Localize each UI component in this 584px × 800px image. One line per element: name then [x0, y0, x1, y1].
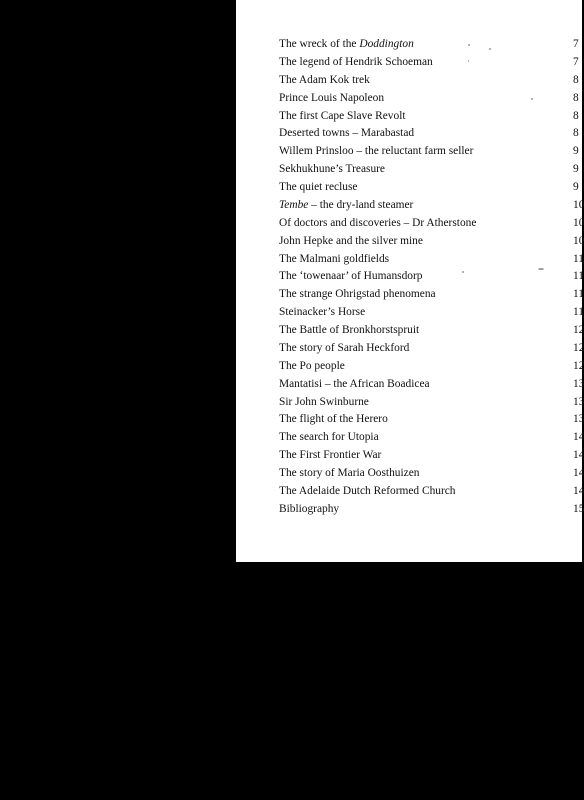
toc-entry-title: Prince Louis Napoleon — [279, 91, 385, 104]
toc-entry-page: 14 — [573, 467, 584, 479]
scan-speck — [489, 48, 491, 50]
toc-entry-title: Of doctors and discoveries – Dr Atherstone — [279, 216, 477, 229]
toc-entry-page: 8 — [573, 127, 579, 140]
table-of-contents — [236, 36, 582, 519]
toc-entry — [236, 36, 582, 54]
toc-entry-title: The story of Sarah Heckford — [279, 341, 410, 354]
toc-entry-page: 12 — [573, 341, 584, 354]
scan-speck — [462, 271, 464, 273]
toc-entry — [236, 268, 582, 286]
toc-entry — [236, 465, 582, 483]
toc-entry — [236, 411, 582, 429]
toc-entry-title: The flight of the Herero — [279, 413, 388, 426]
toc-entry-title: The ‘towenaar’ of Humansdorp — [279, 270, 423, 283]
toc-entry-title: The legend of Hendrik Schoeman — [279, 55, 433, 68]
toc-entry-page: 11 — [573, 288, 584, 301]
toc-entry-page: 9 — [573, 163, 579, 176]
toc-entry-title: Mantatisi – the African Boadicea — [279, 377, 430, 390]
toc-entry — [236, 233, 582, 251]
toc-entry-title: The search for Utopia — [279, 431, 379, 444]
toc-entry — [236, 376, 582, 394]
toc-entry — [236, 322, 582, 340]
toc-entry-title: The strange Ohrigstad phenomena — [279, 288, 436, 301]
toc-entry — [236, 215, 582, 233]
toc-entry-page: 8 — [573, 109, 579, 122]
toc-entry-title: Willem Prinsloo – the reluctant farm seller — [279, 145, 474, 158]
document-page — [236, 0, 582, 562]
toc-entry-title: The Malmani goldfields — [279, 252, 390, 265]
toc-entry-page: 12 — [573, 359, 584, 372]
toc-entry — [236, 501, 582, 519]
toc-entry-page: 8 — [573, 91, 579, 104]
toc-entry — [236, 54, 582, 72]
toc-entry — [236, 108, 582, 126]
toc-entry-page: 10 — [573, 198, 584, 211]
toc-entry-title: Sekhukhune’s Treasure — [279, 163, 385, 176]
toc-entry-title: Sir John Swinburne — [279, 395, 369, 408]
toc-entry-page: 9 — [573, 181, 579, 193]
toc-entry-title: The first Cape Slave Revolt — [279, 109, 406, 122]
toc-entry-title: The Po people — [279, 359, 345, 372]
toc-entry-page: 11 — [573, 252, 584, 265]
toc-entry-page: 12 — [573, 324, 584, 336]
toc-entry-title: The story of Maria Oosthuizen — [279, 467, 420, 479]
toc-entry-title: The quiet recluse — [279, 181, 358, 193]
toc-entry — [236, 429, 582, 447]
scan-speck — [531, 98, 533, 100]
toc-entry-page: 7 — [573, 55, 579, 68]
toc-entry-page: 11 — [573, 270, 584, 283]
toc-entry — [236, 143, 582, 161]
toc-entry — [236, 483, 582, 501]
toc-entry-page: 14 — [573, 484, 584, 497]
toc-entry-title: The Battle of Bronkhorstspruit — [279, 324, 420, 336]
toc-entry-page: 15 — [573, 502, 584, 515]
toc-entry-page: 13 — [573, 395, 584, 408]
toc-entry-page: 9 — [573, 145, 579, 158]
toc-entry-page: 14 — [573, 449, 584, 462]
toc-entry — [236, 251, 582, 269]
toc-entry-page: 7 — [573, 38, 579, 50]
toc-entry-title: Deserted towns – Marabastad — [279, 127, 415, 140]
toc-entry-page: 8 — [573, 73, 579, 86]
toc-entry-title: Bibliography — [279, 502, 340, 515]
toc-entry — [236, 340, 582, 358]
toc-entry-page: 13 — [573, 413, 584, 426]
toc-entry — [236, 358, 582, 376]
toc-entry-page: 10 — [573, 216, 584, 229]
toc-entry — [236, 304, 582, 322]
toc-entry — [236, 286, 582, 304]
toc-entry — [236, 72, 582, 90]
toc-entry — [236, 125, 582, 143]
toc-entry — [236, 447, 582, 465]
toc-entry-title: The wreck of the Doddington — [279, 38, 414, 50]
toc-entry-title: The Adelaide Dutch Reformed Church — [279, 484, 456, 497]
toc-entry-title: Tembe – the dry-land steamer — [279, 198, 414, 211]
toc-entry-page: 14 — [573, 431, 584, 444]
toc-entry — [236, 197, 582, 215]
scan-speck — [538, 268, 544, 270]
toc-entry-title: The First Frontier War — [279, 449, 382, 462]
scan-speck — [468, 44, 470, 46]
toc-entry — [236, 179, 582, 197]
toc-entry-page: 11 — [573, 306, 584, 319]
toc-entry — [236, 161, 582, 179]
toc-entry-title: The Adam Kok trek — [279, 73, 370, 86]
toc-entry-page: 13 — [573, 377, 584, 390]
toc-entry-title: Steinacker’s Horse — [279, 306, 366, 319]
scan-speck — [468, 60, 469, 62]
toc-entry-page: 10 — [573, 234, 584, 247]
toc-entry — [236, 394, 582, 412]
toc-entry-title: John Hepke and the silver mine — [279, 234, 423, 247]
